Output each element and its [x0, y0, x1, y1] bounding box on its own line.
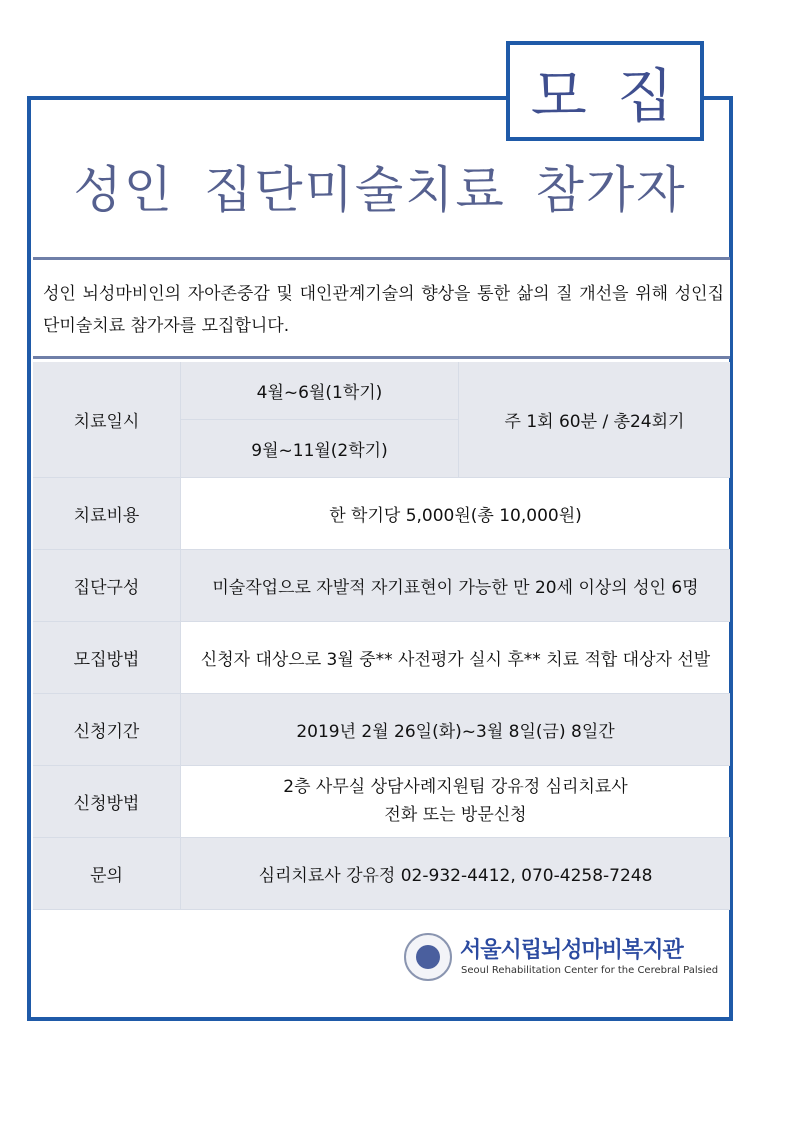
page-title: 성인 집단미술치료 참가자: [73, 161, 687, 219]
apply-value: [181, 765, 731, 837]
recruit-label: 모집방법: [33, 621, 181, 693]
table-row: [33, 621, 730, 693]
table-row: [33, 693, 730, 765]
table-row: [33, 549, 730, 621]
recruit-value: 신청자 대상으로 3월 중** 사전평가 실시 후** 치료 적합 대상자 선발: [181, 621, 731, 693]
group-label: 집단구성: [33, 549, 181, 621]
org-seal-icon: [404, 933, 452, 981]
apply-line2: 전화 또는 방문신청: [384, 805, 527, 825]
group-value: 미술작업으로 자발적 자기표현이 가능한 만 20세 이상의 성인 6명: [181, 549, 731, 621]
org-name-en: Seoul Rehabilitation Center for the Cerebral Palsied: [461, 965, 719, 976]
apply-line1: 2층 사무실 상담사례지원팀 강유정 심리치료사: [283, 777, 628, 797]
org-name-ko: 서울시립뇌성마비복지관: [460, 938, 683, 963]
org-logo: [404, 933, 724, 983]
period-value: 2019년 2월 26일(화)~3월 8일(금) 8일간: [181, 693, 731, 765]
contact-value: 심리치료사 강유정 02-932-4412, 070-4258-7248: [181, 837, 731, 909]
cost-label: 치료비용: [33, 477, 181, 549]
table-row: [33, 837, 730, 909]
term2-value: 9월~11월(2학기): [181, 419, 459, 477]
frequency-value: 주 1회 60분 / 총24회기: [459, 362, 731, 477]
table-row: [33, 477, 730, 549]
table-row: [33, 362, 730, 419]
term1-value: 4월~6월(1학기): [181, 362, 459, 419]
info-table: [33, 362, 730, 910]
schedule-label: 치료일시: [33, 362, 181, 477]
contact-label: 문의: [33, 837, 181, 909]
period-label: 신청기간: [33, 693, 181, 765]
apply-label: 신청방법: [33, 765, 181, 837]
recruit-badge: [506, 41, 704, 141]
badge-text: 모 집: [530, 62, 680, 130]
cost-value: 한 학기당 5,000원(총 10,000원): [181, 477, 731, 549]
table-row: [33, 765, 730, 837]
intro-text: 성인 뇌성마비인의 자아존중감 및 대인관계기술의 향상을 통한 삶의 질 개선을 위해 성인집단미술치료 참가자를 모집합니다.: [33, 257, 730, 359]
